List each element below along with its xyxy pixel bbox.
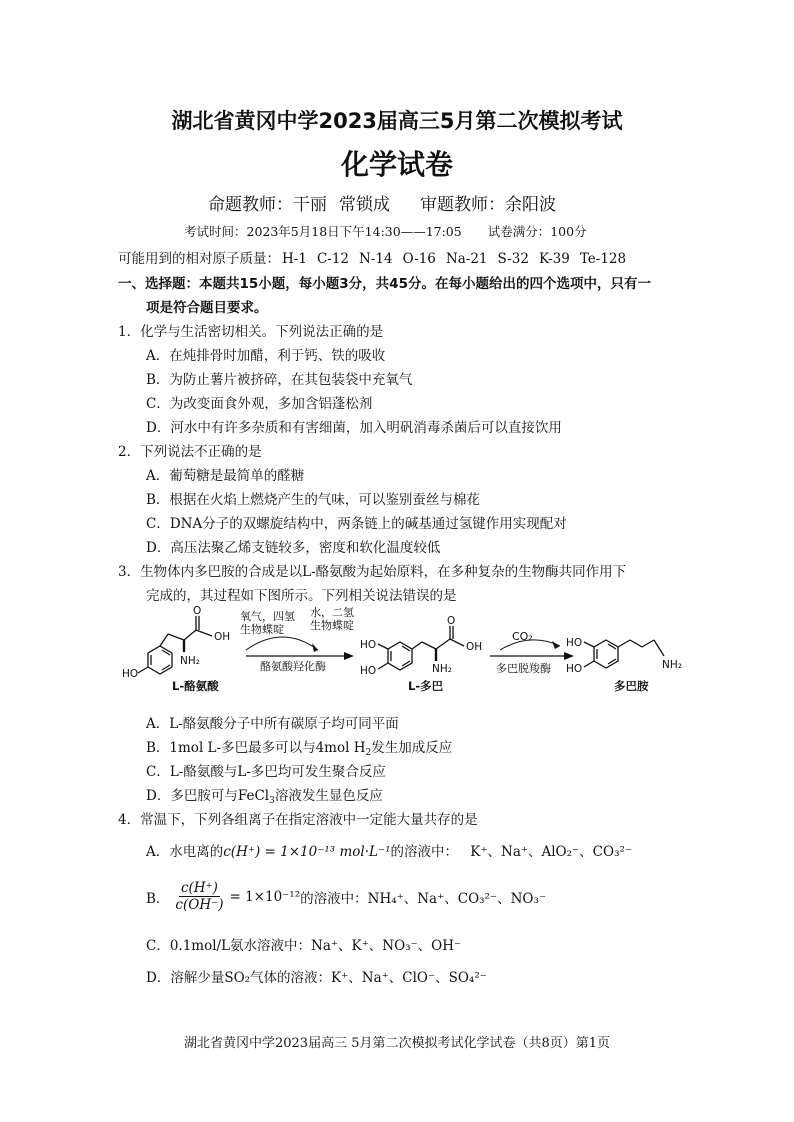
q4-b-text: 的溶液中： bbox=[300, 890, 368, 907]
q4-b-value: = 1×10⁻¹² bbox=[229, 888, 301, 905]
q4-a-text: A．水电离的 bbox=[146, 844, 224, 860]
atom-label: OH bbox=[214, 631, 231, 643]
q4-a-expression: c(H⁺) = 1×10⁻¹³ mol·L⁻¹ bbox=[223, 844, 391, 860]
atom-label: OH bbox=[466, 641, 483, 653]
page-footer: 湖北省黄冈中学2023届高三 5月第二次模拟考试化学试卷（共8页）第1页 bbox=[183, 1036, 611, 1051]
arrow1-byproduct: 水，二氢 bbox=[310, 606, 354, 619]
section-heading: 一、选择题：本题共15小题，每小题3分，共45分。在每小题给出的四个选项中，只有一 bbox=[118, 276, 651, 292]
q3-option-b-text: B．1mol L-多巴最多可以与4mol H bbox=[146, 740, 366, 756]
q3-option-d-end: 溶液发生显色反应 bbox=[274, 788, 383, 804]
atomic-mass-item: N-14 bbox=[359, 251, 393, 267]
q4-option-a bbox=[146, 840, 632, 860]
subject-title: 化学试卷 bbox=[340, 148, 453, 181]
q3-option-d-text: D．多巴胺可与FeCl bbox=[146, 788, 270, 804]
q3-option-b-end: 发生加成反应 bbox=[371, 740, 453, 756]
atom-label: HO bbox=[566, 663, 583, 675]
arrow2-byproduct: CO₂ bbox=[512, 630, 533, 643]
arrow1-reagent: 生物蝶啶 bbox=[240, 623, 284, 636]
atomic-mass-item: H-1 bbox=[282, 251, 307, 267]
atom-label: NH₂ bbox=[180, 655, 200, 667]
q4-d-text-post: 气体的溶液：K⁺、Na⁺、ClO⁻、SO₄²⁻ bbox=[250, 970, 487, 986]
q4-a-ions: K⁺、Na⁺、AlO₂⁻、CO₃²⁻ bbox=[470, 844, 633, 860]
arrow1-byproduct: 生物蝶啶 bbox=[310, 619, 354, 632]
atom-label: HO bbox=[360, 665, 377, 677]
q1-stem: 1．化学与生活密切相关。下列说法正确的是 bbox=[118, 324, 384, 340]
q4-b-label: B． bbox=[146, 890, 170, 907]
q1-option-a: A．在炖排骨时加醋，利于钙、铁的吸收 bbox=[146, 348, 386, 364]
molecule-name: 多巴胺 bbox=[614, 679, 649, 693]
atomic-mass-item: Na-21 bbox=[445, 251, 488, 267]
q3-option-a: A．L-酪氨酸分子中所有碳原子均可同平面 bbox=[146, 716, 399, 732]
atom-label: O bbox=[193, 606, 202, 617]
molecule-name: L-酪氨酸 bbox=[172, 679, 219, 693]
q3-option-d bbox=[146, 784, 383, 806]
q4-b-ions: NH₄⁺、Na⁺、CO₃²⁻、NO₃⁻ bbox=[367, 890, 546, 907]
reviewer: 审题教师：余阳波 bbox=[420, 195, 556, 215]
exam-title: 湖北省黄冈中学2023届高三5月第二次模拟考试 bbox=[171, 109, 623, 133]
atomic-mass-item: Te-128 bbox=[579, 251, 627, 267]
q3-stem-cont: 完成的，其过程如下图所示。下列相关说法错误的是 bbox=[146, 588, 457, 604]
arrow1-reagent: 氧气，四氢 bbox=[240, 610, 295, 623]
q3-option-b bbox=[146, 736, 452, 758]
q4-option-b bbox=[146, 880, 546, 913]
fraction-denominator: c(OH⁻) bbox=[175, 897, 224, 913]
atom-label: HO bbox=[360, 639, 377, 651]
q2-stem: 2．下列说法不正确的是 bbox=[118, 444, 262, 460]
exam-time: 考试时间：2023年5月18日下午14:30——17:05 bbox=[184, 224, 462, 239]
setter-label: 命题教师：干丽 bbox=[208, 195, 327, 215]
q4-option-d bbox=[146, 966, 487, 986]
q4-a-text-post: 的溶液中： bbox=[390, 844, 458, 860]
q3-stem: 3．生物体内多巴胺的合成是以L-酪氨酸为起始原料，在多种复杂的生物酶共同作用下 bbox=[118, 564, 627, 580]
atomic-mass-item: K-39 bbox=[538, 251, 570, 267]
setter-second: 常锁成 bbox=[339, 195, 390, 215]
atomic-mass-item: C-12 bbox=[316, 251, 350, 267]
q1-option-d: D．河水中有许多杂质和有害细菌，加入明矾消毒杀菌后可以直接饮用 bbox=[146, 420, 562, 436]
subscript: 2 bbox=[365, 748, 372, 758]
q1-option-c: C．为改变面食外观，多加含铝蓬松剂 bbox=[146, 396, 373, 412]
atomic-mass-label: 可能用到的相对原子质量： bbox=[118, 251, 280, 267]
q2-option-d: D．高压法聚乙烯支链较多，密度和软化温度较低 bbox=[146, 540, 441, 556]
fraction-numerator: c(H⁺) bbox=[180, 880, 218, 896]
q4-option-c: C．0.1mol/L氨水溶液中：Na⁺、K⁺、NO₃⁻、OH⁻ bbox=[146, 938, 462, 954]
q1-option-b: B．为防止薯片被挤碎，在其包装袋中充氧气 bbox=[146, 372, 413, 388]
q4-b-fraction bbox=[173, 880, 225, 913]
exam-info bbox=[184, 222, 587, 240]
section-heading-cont: 项是符合题目要求。 bbox=[146, 300, 268, 316]
q3-option-c: C．L-酪氨酸与L-多巴均可发生聚合反应 bbox=[146, 764, 386, 780]
q2-option-c: C．DNA分子的双螺旋结构中，两条链上的碱基通过氢键作用实现配对 bbox=[146, 516, 567, 532]
subscript: 3 bbox=[269, 796, 275, 806]
q2-option-b: B．根据在火焰上燃烧产生的气味，可以鉴别蚕丝与棉花 bbox=[146, 492, 480, 508]
q2-option-a: A．葡萄糖是最简单的醛糖 bbox=[146, 468, 305, 484]
arrow2-enzyme: 多巴脱羧酶 bbox=[496, 662, 551, 675]
molecule-name: L-多巴 bbox=[408, 679, 444, 693]
atomic-mass-item: S-32 bbox=[497, 251, 529, 267]
atomic-mass-item: O-16 bbox=[402, 251, 436, 267]
atom-label: HO bbox=[566, 637, 583, 649]
atom-label: HO bbox=[122, 668, 139, 680]
atomic-masses bbox=[118, 247, 636, 267]
teachers-line bbox=[208, 190, 568, 215]
atom-label: NH₂ bbox=[432, 663, 452, 675]
q4-d-gas: SO₂ bbox=[224, 970, 251, 986]
atom-label: NH₂ bbox=[662, 659, 682, 671]
full-score: 试卷满分：100分 bbox=[487, 224, 587, 239]
q4-stem: 4．常温下，下列各组离子在指定溶液中一定能大量共存的是 bbox=[118, 812, 478, 828]
q4-d-text: D．溶解少量 bbox=[146, 970, 225, 986]
reaction-scheme bbox=[118, 606, 708, 706]
atom-label: O bbox=[447, 615, 456, 627]
arrow1-enzyme: 酪氨酸羟化酶 bbox=[260, 660, 326, 673]
